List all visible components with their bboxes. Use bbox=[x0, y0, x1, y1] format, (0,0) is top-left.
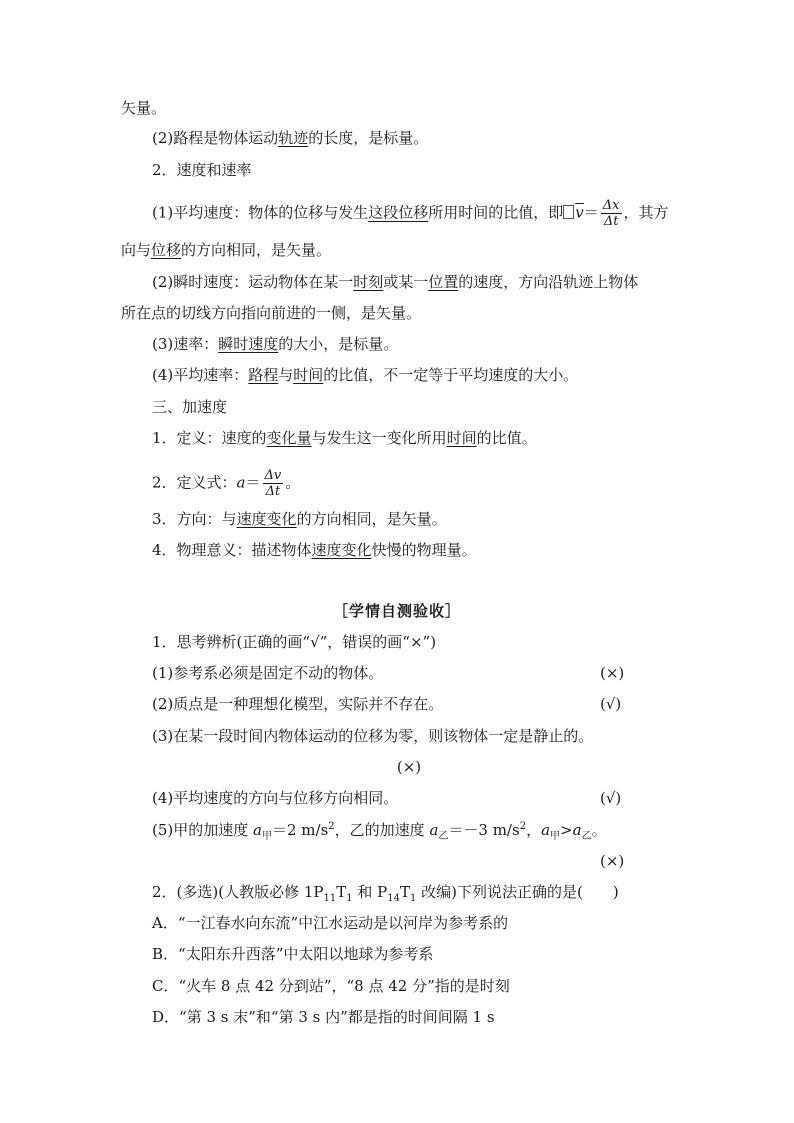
text: (4)平均速率： bbox=[152, 366, 249, 384]
text-line bbox=[121, 303, 421, 323]
denominator: Δt bbox=[265, 484, 281, 499]
text-line bbox=[152, 468, 300, 499]
text: 所用时间的比值，即 bbox=[428, 203, 564, 222]
option-d bbox=[152, 1007, 495, 1027]
text: 所在点的切线方向指向前进的一侧，是矢量。 bbox=[121, 304, 422, 322]
text-line bbox=[121, 240, 331, 260]
variable: a bbox=[236, 473, 246, 492]
fraction bbox=[601, 198, 622, 229]
velocity-symbol: $\overline{v}$ bbox=[575, 203, 584, 222]
text: 或某一 bbox=[383, 273, 429, 291]
blank-answer: 路程 bbox=[248, 366, 279, 384]
text: (3)在某一段时间内物体运动的位移为零，则该物体一定是静止的。 bbox=[152, 727, 594, 745]
variable: a bbox=[429, 821, 439, 839]
text-line bbox=[152, 428, 537, 448]
text: 3．方向：与 bbox=[152, 510, 237, 528]
question-item bbox=[152, 726, 593, 746]
blank-answer: 时间 bbox=[293, 366, 324, 384]
answer-mark: (×) bbox=[600, 664, 625, 682]
text: 的速度，方向沿轨迹上物体 bbox=[458, 273, 639, 291]
text: (5)甲的加速度 bbox=[152, 821, 254, 839]
numerator: Δx bbox=[602, 198, 620, 213]
subscript: 乙 bbox=[581, 831, 592, 842]
question-item bbox=[152, 820, 607, 840]
text-line bbox=[152, 540, 477, 560]
blank-answer: 速度变化 bbox=[311, 541, 372, 559]
variable: a bbox=[572, 821, 582, 839]
blank-answer: 这段位移 bbox=[368, 203, 429, 222]
text-line bbox=[152, 272, 638, 292]
text: 的大小，是标量。 bbox=[278, 335, 399, 353]
equals: ＝ bbox=[245, 473, 261, 492]
equals: ＝ bbox=[583, 203, 599, 222]
text: C．“火车 8 点 42 分到站”，“8 点 42 分”指的是时刻 bbox=[152, 977, 510, 995]
blank-answer: 位置 bbox=[428, 273, 459, 291]
option-c bbox=[152, 976, 510, 996]
text: T bbox=[400, 883, 411, 901]
text: 和 P bbox=[352, 883, 388, 901]
question-1 bbox=[152, 632, 436, 652]
blank-answer: 时刻 bbox=[353, 273, 384, 291]
text: > bbox=[560, 821, 573, 839]
text-line bbox=[121, 98, 166, 118]
text-line bbox=[152, 365, 578, 385]
variable: a bbox=[541, 821, 551, 839]
text: 的方向相同，是矢量。 bbox=[296, 510, 447, 528]
section-heading bbox=[152, 397, 227, 417]
superscript: 2 bbox=[519, 821, 527, 832]
denominator: Δt bbox=[603, 214, 619, 229]
section-title: ［学情自测验收］ bbox=[332, 602, 461, 620]
blank-box-icon bbox=[563, 205, 574, 219]
text: T bbox=[336, 883, 347, 901]
text-line bbox=[152, 334, 398, 354]
blank-answer: 变化量 bbox=[266, 429, 312, 447]
answer-mark: (√) bbox=[600, 789, 622, 807]
text-line bbox=[152, 128, 428, 148]
text: ＝－3 m/s bbox=[448, 821, 520, 839]
blank-answer: 时间 bbox=[446, 429, 477, 447]
subscript: 甲 bbox=[261, 831, 272, 842]
answer-blank[interactable]: ) bbox=[582, 883, 619, 901]
text: 三、加速度 bbox=[152, 398, 228, 416]
text: 的比值。 bbox=[476, 429, 537, 447]
subscript: 乙 bbox=[438, 831, 449, 842]
text-line bbox=[152, 509, 447, 529]
text: 改编)下列说法正确的是( bbox=[416, 883, 583, 901]
blank-answer: 位移 bbox=[151, 241, 182, 259]
text: (2)质点是一种理想化模型，实际并不存在。 bbox=[152, 695, 444, 713]
blank-answer: 轨迹 bbox=[278, 129, 309, 147]
text-line bbox=[152, 198, 669, 229]
superscript: 2 bbox=[328, 821, 335, 832]
text: 向与 bbox=[121, 241, 152, 259]
option-b bbox=[152, 944, 433, 964]
subheading bbox=[152, 160, 252, 180]
question-2 bbox=[152, 882, 619, 902]
answer-mark: (√) bbox=[600, 695, 622, 713]
text: B．“太阳东升西落”中太阳以地球为参考系 bbox=[152, 945, 434, 963]
fraction bbox=[263, 468, 284, 499]
subscript: 甲 bbox=[550, 831, 561, 842]
text: 。 bbox=[285, 473, 301, 492]
text: 。 bbox=[591, 821, 607, 839]
text: (1)参考系必须是固定不动的物体。 bbox=[152, 664, 384, 682]
text: 2．(多选)(人教版必修 1P bbox=[152, 883, 324, 901]
blank-answer: 速度变化 bbox=[236, 510, 297, 528]
question-item bbox=[152, 663, 383, 683]
text: 2．速度和速率 bbox=[152, 161, 252, 179]
subscript: 14 bbox=[387, 893, 401, 904]
variable: a bbox=[253, 821, 262, 839]
option-a bbox=[152, 913, 508, 933]
question-item bbox=[152, 694, 443, 714]
subscript: 11 bbox=[323, 893, 337, 904]
numerator: Δv bbox=[264, 468, 282, 483]
text: ＝2 m/s bbox=[271, 821, 329, 839]
text: 的长度，是标量。 bbox=[308, 129, 429, 147]
text: 2．定义式： bbox=[152, 473, 237, 492]
text: (2)瞬时速度：运动物体在某一 bbox=[152, 273, 354, 291]
text: 1．思考辨析(正确的画“√”，错误的画“×”) bbox=[152, 633, 437, 651]
answer-mark: (×) bbox=[600, 852, 625, 870]
text: 与 bbox=[278, 366, 294, 384]
subscript: 1 bbox=[410, 893, 417, 904]
text: (1)平均速度：物体的位移与发生 bbox=[152, 203, 369, 222]
subscript: 1 bbox=[346, 893, 353, 904]
text: D．“第 3 s 末”和“第 3 s 内”都是指的时间间隔 1 s bbox=[152, 1008, 495, 1026]
question-item bbox=[152, 788, 398, 808]
text: ， bbox=[526, 821, 542, 839]
text: (4)平均速度的方向与位移方向相同。 bbox=[152, 789, 399, 807]
text: ，其方 bbox=[623, 203, 669, 222]
text: 的方向相同，是矢量。 bbox=[181, 241, 332, 259]
text: (3)速率： bbox=[152, 335, 219, 353]
text: 与发生这一变化所用 bbox=[311, 429, 447, 447]
text: 矢量。 bbox=[121, 99, 167, 117]
text: ，乙的加速度 bbox=[334, 821, 430, 839]
answer-mark: (×) bbox=[396, 758, 422, 776]
text: A．“一江春水向东流”中江水运动是以河岸为参考系的 bbox=[152, 914, 509, 932]
text: 的比值，不一定等于平均速度的大小。 bbox=[323, 366, 579, 384]
text: (2)路程是物体运动 bbox=[152, 129, 279, 147]
text: 1．定义：速度的 bbox=[152, 429, 267, 447]
text: 4．物理意义：描述物体 bbox=[152, 541, 312, 559]
text: 快慢的物理量。 bbox=[371, 541, 477, 559]
blank-answer: 瞬时速度 bbox=[218, 335, 279, 353]
